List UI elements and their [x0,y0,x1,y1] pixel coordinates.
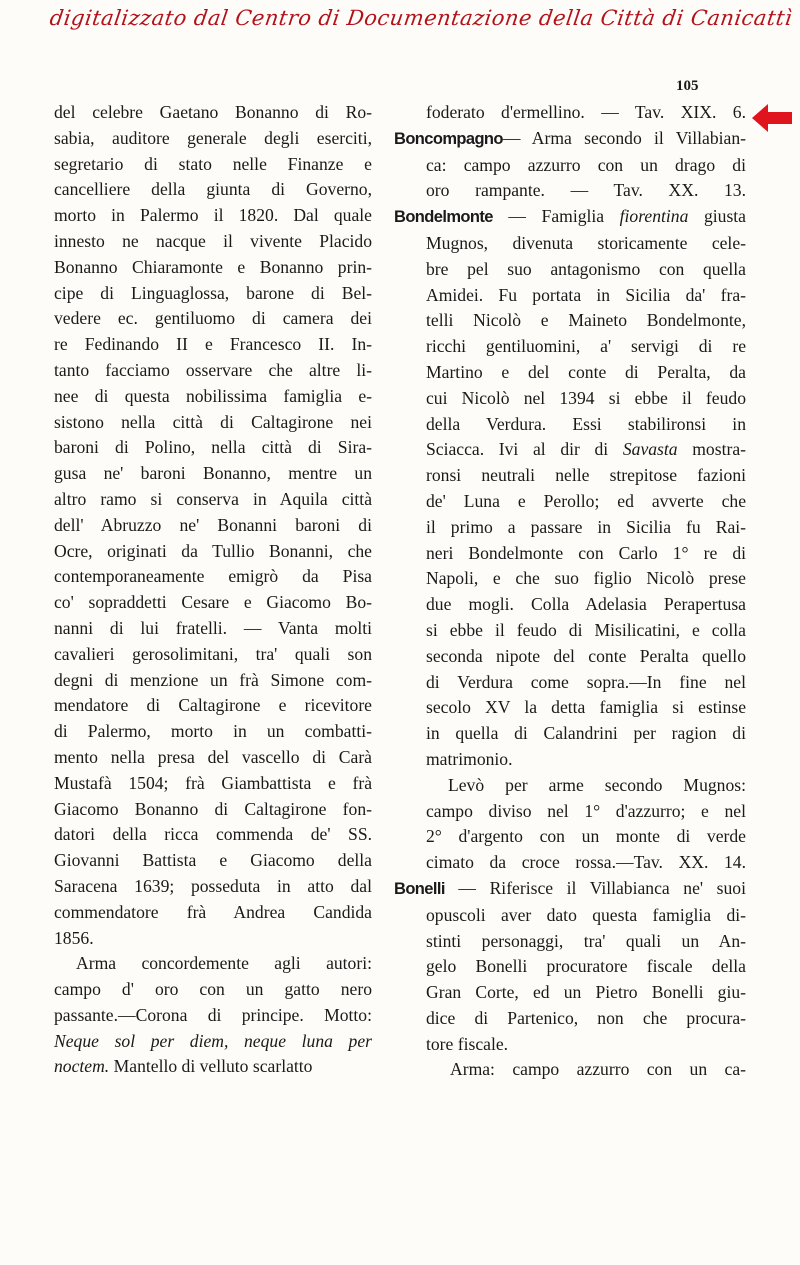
entry-heading-bonelli: Bonelli [394,879,445,898]
text-line: neri Bondelmonte con Carlo 1° re di [426,542,746,563]
text-line: 1856. [54,927,94,948]
text-line: morto in Palermo il 1820. Dal quale [54,205,372,226]
text-line: sabia, auditore generale degli eserciti, [54,127,372,148]
text-line: si ebbe il feudo di Misilicatini, e colla [426,619,746,640]
motto-italic-text: Neque sol per diem, neque luna per [54,1030,372,1051]
text-line: Arma concordemente agli autori: [76,953,372,974]
text-line: campo d' oro con un gatto nero [54,979,372,1000]
text-line: baroni di Polino, nella città di Sira- [54,437,372,458]
text-line: Giacomo Bonanno di Caltagirone fon- [54,798,372,819]
left-column [54,100,372,1080]
text-line: Saracena 1639; posseduta in atto dal [54,875,372,896]
bonanno-motto-line [54,1029,372,1081]
bonanno-continuation-paragraph [54,100,372,951]
text-line: il primo a passare in Sicilia fu Rai- [426,516,746,537]
text-line: degni di menzione un frà Simone com- [54,669,372,690]
text-line: Napoli, e che suo figlio Nicolò prese [426,568,746,589]
page-number: 105 [676,78,699,94]
text-line: oro rampante. — Tav. XX. 13. [426,180,746,201]
text-line: nanni di lui fratelli. — Vanta molti [54,617,372,638]
text-line: de' Luna e Perollo; ed avverte che [426,490,746,511]
text-line: gelo Bonelli procuratore fiscale della [426,956,746,977]
text-line: Mugnos, divenuta storicamente cele- [426,232,746,253]
text-line: Amidei. Fu portata in Sicilia da' fra- [426,284,746,305]
text-line: 2° d'argento con un monte di verde [426,826,746,847]
savasta-line [426,437,746,463]
bondelmonte-body-a [394,231,746,437]
text-line: cimato da croce rossa.—Tav. XX. 14. [426,852,746,873]
bonanno-arms-paragraph [54,951,372,1028]
red-arrow-left-icon [752,104,792,132]
text-line: nee di questa nobilissima famiglia e- [54,385,372,406]
motto-italic-end: noctem. [54,1056,110,1077]
savasta-post: mostra- [677,439,746,460]
text-line: cipe di Linguaglossa, barone di Bel- [54,282,372,303]
mantle-text: Mantello di velluto scarlatto [109,1056,313,1077]
text-line: di Verdura come sopra.—In fine nel [426,671,746,692]
savasta-pre: Sciacca. Ivi al dir di [426,439,623,460]
entry-heading-bondelmonte: Bondelmonte [394,208,493,227]
bonelli-arms-line: Arma: campo azzurro con un ca- [450,1059,746,1080]
text-line: segretario di stato nelle Finanze e [54,153,372,174]
text-line: del celebre Gaetano Bonanno di Ro- [54,102,372,122]
boncompagno-first-line: — Arma secondo il Villabian- [502,127,746,148]
text-line: Ocre, originati da Tullio Bonanni, che [54,540,372,561]
text-line: cavalieri gerosolimitani, tra' quali son [54,643,372,664]
text-line: vedere ec. gentiluomo di camera dei [54,308,372,329]
bonelli-body [394,903,746,1058]
boncompagno-body [394,153,746,205]
text-line: contemporaneamente emigrò da Pisa [54,566,372,587]
fiorentina-italic: fiorentina [619,206,689,227]
text-line: sistono nella città di Caltagirone nei [54,411,372,432]
text-line: Levò per arme secondo Mugnos: [448,774,746,795]
text-line: ricchi gentiluomini, a' servigi di re [426,336,746,357]
foderato-line: foderato d'ermellino. — Tav. XIX. 6. [426,102,746,122]
text-line: passante.—Corona di principe. Motto: [54,1004,372,1025]
text-line: Gran Corte, ed un Pietro Bonelli giu- [426,982,746,1003]
text-line: tanto facciamo osservare che altre li- [54,359,372,380]
text-line: campo diviso nel 1° d'azzurro; e nel [426,800,746,821]
text-line: altro ramo si conserva in Aquila città [54,488,372,509]
bonelli-arms-paragraph [394,1057,746,1083]
text-line: re Fedinando II e Francesco II. In- [54,334,372,355]
text-line: mento nella presa del vascello di Carà [54,746,372,767]
bondelmonte-first-line-end: giusta [688,206,746,227]
previous-entry-tail [394,100,746,126]
text-line: dell' Abruzzo ne' Bonanni baroni di [54,514,372,535]
text-line: secolo XV la detta famiglia si estinse [426,697,746,718]
entry-bondelmonte [394,204,746,773]
text-line: cui Nicolò nel 1394 si ebbe il feudo [426,387,746,408]
bondelmonte-first-line: — Famiglia [492,206,620,227]
bonelli-first-line: — Riferisce il Villabianca ne' suoi [444,877,746,898]
entry-bonelli [394,876,746,1058]
text-line: della Verdura. Essi stabilironsi in [426,413,746,434]
text-line: co' sopraddetti Cesare e Giacomo Bo- [54,592,372,613]
text-line: innesto ne nacque il vivente Placido [54,230,372,251]
text-line: in quella di Calandrini per ragion di [426,723,746,744]
text-line: matrimonio. [426,748,513,769]
savasta-italic: Savasta [622,439,678,460]
right-column [394,100,746,1083]
text-line: due mogli. Colla Adelasia Perapertusa [426,594,746,615]
text-line: Martino e del conte di Peralta, da [426,361,746,382]
text-line: stinti personaggi, tra' quali un An- [426,930,746,951]
entry-heading-boncompagno: Boncompagno [394,129,503,148]
text-line: commendatore frà Andrea Candida [54,901,372,922]
text-line: ca: campo azzurro con un drago di [426,154,746,175]
text-line: seconda nipote del conte Peralta quello [426,645,746,666]
text-line: di Palermo, morto in un combatti- [54,721,372,742]
text-line: opuscoli aver dato questa famiglia di- [426,904,746,925]
text-line: Mustafà 1504; frà Giambattista e frà [54,772,372,793]
text-line: Giovanni Battista e Giacomo della [54,850,372,871]
text-line: tore fiscale. [426,1033,509,1054]
text-line: gusa ne' baroni Bonanno, mentre un [54,463,372,484]
text-line: dice di Partenico, non che procura- [426,1007,746,1028]
entry-boncompagno [394,126,746,204]
text-line: ronsi neutrali nelle strepitose fazioni [426,465,746,486]
bondelmonte-arms-paragraph [394,773,746,876]
text-line: datori della ricca commenda de' SS. [54,824,372,845]
bondelmonte-body-b [394,463,746,773]
digitization-watermark: digitalizzato dal Centro di Documentazione della Città di Canicattì [48,6,794,30]
text-line: Bonanno Chiaramonte e Bonanno prin- [54,256,372,277]
text-line: cancelliere della giunta di Governo, [54,179,372,200]
text-line: mendatore di Caltagirone e ricevitore [54,695,372,716]
text-line: bre pel suo antagonismo con quella [426,258,746,279]
text-line: telli Nicolò e Maineto Bondelmonte, [426,310,746,331]
